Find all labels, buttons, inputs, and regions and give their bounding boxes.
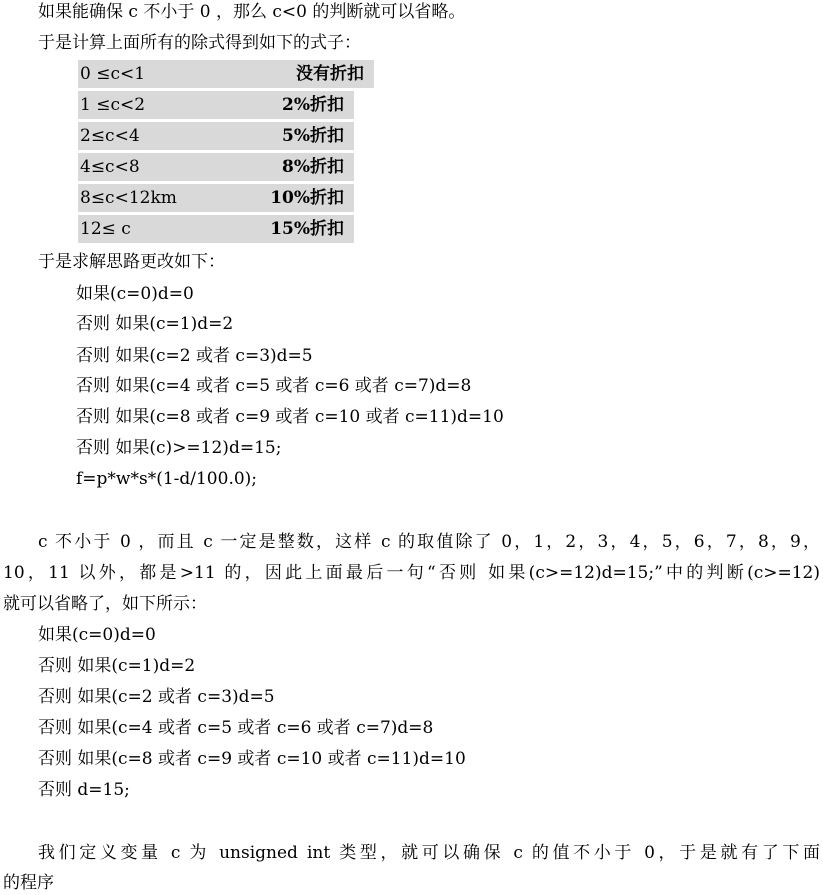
discount-cell: 没有折扣: [296, 64, 364, 84]
code-line: 否则 如果(c=4 或者 c=5 或者 c=6 或者 c=7)d=8: [38, 718, 434, 738]
intro-line-2: 于是计算上面所有的除式得到如下的式子：: [38, 33, 361, 53]
code-line: 否则 如果(c=1)d=2: [38, 656, 196, 676]
condition-cell: 0 ≤c<1: [80, 64, 146, 84]
table-row: [78, 122, 354, 150]
discount-cell: 5%折扣: [282, 126, 344, 146]
table-row: [78, 60, 374, 88]
section2-heading: 于是求解思路更改如下：: [38, 252, 225, 272]
discount-table: [78, 60, 374, 246]
code-line: 否则 如果(c=2 或者 c=3)d=5: [38, 687, 275, 707]
condition-cell: 4≤c<8: [80, 157, 140, 177]
condition-cell: 2≤c<4: [80, 126, 140, 146]
condition-cell: 1 ≤c<2: [80, 95, 146, 115]
intro-line-1: 如果能确保 c 不小于 0 ，那么 c<0 的判断就可以省略。: [38, 2, 466, 22]
condition-cell: 12≤ c: [80, 219, 131, 239]
code-line: 如果(c=0)d=0: [76, 284, 194, 304]
table-row: [78, 153, 354, 181]
code-line: 否则 如果(c=4 或者 c=5 或者 c=6 或者 c=7)d=8: [76, 376, 472, 396]
code-line: 否则 如果(c=1)d=2: [76, 314, 234, 334]
section3-para-line-3: 就可以省略了，如下所示：: [3, 594, 207, 614]
discount-cell: 15%折扣: [270, 219, 344, 239]
section3-para-line-2: 10，11 以外，都是>11 的，因此上面最后一句“否则 如果(c>=12)d=15;”中的判断(c>=12): [3, 563, 820, 583]
code-line: 否则 如果(c=8 或者 c=9 或者 c=10 或者 c=11)d=10: [38, 749, 466, 769]
condition-cell: 8≤c<12km: [80, 188, 177, 208]
table-row: [78, 215, 354, 243]
table-row: [78, 91, 354, 119]
section4-para-line-1: 我们定义变量 c 为 unsigned int 类型，就可以确保 c 的值不小于 0，于是就有了下面: [38, 843, 820, 863]
discount-cell: 10%折扣: [270, 188, 344, 208]
code-line: f=p*w*s*(1-d/100.0);: [76, 469, 258, 489]
discount-cell: 8%折扣: [282, 157, 344, 177]
section3-para-line-1: c 不小于 0 ，而且 c 一定是整数，这样 c 的取值除了 0，1，2，3，4，5，6，7，8，9，: [38, 532, 820, 552]
code-line: 否则 如果(c=2 或者 c=3)d=5: [76, 346, 313, 366]
code-line: 否则 d=15;: [38, 780, 130, 800]
code-line: 如果(c=0)d=0: [38, 625, 156, 645]
discount-cell: 2%折扣: [282, 95, 344, 115]
code-line: 否则 如果(c)>=12)d=15;: [76, 438, 282, 458]
code-line: 否则 如果(c=8 或者 c=9 或者 c=10 或者 c=11)d=10: [76, 407, 504, 427]
table-row: [78, 184, 354, 212]
section4-para-line-2: 的程序: [3, 873, 54, 893]
